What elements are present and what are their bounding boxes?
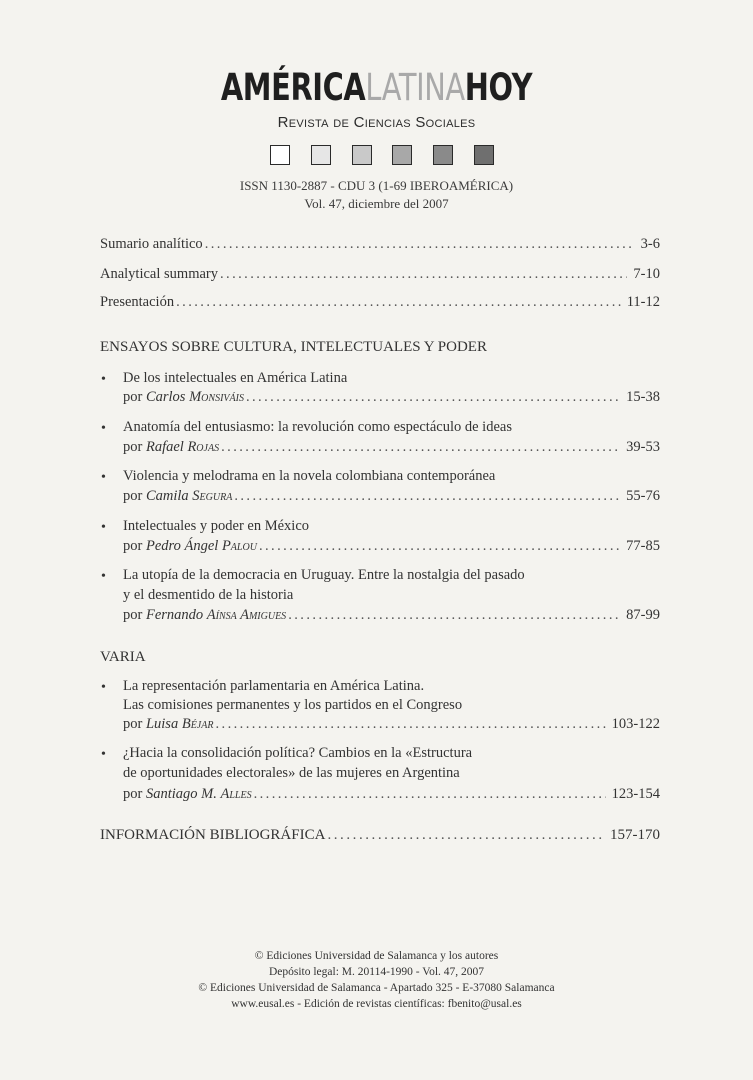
footer-copyright-2: © Ediciones Universidad de Salamanca - Apartado 325 - E-37080 Salamanca xyxy=(198,982,555,994)
toc-pages: 77-85 xyxy=(626,538,660,554)
article-title: Violencia y melodrama en la novela colombiana contemporánea xyxy=(123,468,496,484)
article-byline xyxy=(123,389,660,409)
article-title: De los intelectuales en América Latina xyxy=(123,370,348,386)
author-last-name: Monsiváis xyxy=(189,389,244,405)
swatch-1 xyxy=(270,145,290,165)
article-title-continued: de oportunidades electorales» de las mujeres en Argentina xyxy=(123,765,460,781)
journal-title-part3: HOY xyxy=(464,66,533,109)
footer-legal-deposit: Depósito legal: M. 20114-1990 - Vol. 47, 2007 xyxy=(268,966,485,978)
byline-prefix: por xyxy=(123,786,143,802)
byline-prefix: por xyxy=(123,716,143,732)
toc-title: INFORMACIÓN BIBLIOGRÁFICA xyxy=(100,827,326,843)
article-byline xyxy=(123,716,660,736)
author-first-name: Pedro Ángel xyxy=(145,538,219,554)
swatch-4 xyxy=(392,145,412,165)
article-byline xyxy=(123,786,660,806)
article-title-continued: y el desmentido de la historia xyxy=(123,587,294,603)
author-first-name: Fernando xyxy=(145,607,204,623)
author-last-name: Segura xyxy=(192,488,233,504)
toc-front-matter-3 xyxy=(100,294,660,314)
journal-title-part2: LATINA xyxy=(365,66,465,109)
toc-pages: 157-170 xyxy=(610,827,660,843)
swatch-6 xyxy=(474,145,494,165)
article-byline xyxy=(123,488,660,508)
article-byline xyxy=(123,439,660,459)
author-last-name: Aínsa Amigues xyxy=(206,607,287,623)
section-heading: ENSAYOS SOBRE CULTURA, INTELECTUALES Y PODER xyxy=(100,339,487,355)
toc-pages: 103-122 xyxy=(611,716,660,732)
toc-bibliography xyxy=(100,827,660,847)
bullet-icon: • xyxy=(101,680,106,695)
article-title: Anatomía del entusiasmo: la revolución como espectáculo de ideas xyxy=(123,419,512,435)
gray-swatches xyxy=(270,145,494,167)
article-title: La representación parlamentaria en América Latina. xyxy=(123,678,425,694)
bullet-icon: • xyxy=(101,569,106,584)
author-first-name: Santiago M. xyxy=(145,786,217,802)
bullet-icon: • xyxy=(101,372,106,387)
byline-prefix: por xyxy=(123,538,143,554)
article-byline xyxy=(123,538,660,558)
swatch-2 xyxy=(311,145,331,165)
section-heading: VARIA xyxy=(100,649,146,665)
footer-website: www.eusal.es - Edición de revistas científicas: fbenito@usal.es xyxy=(231,998,522,1010)
journal-subtitle: Revista de Ciencias Sociales xyxy=(277,114,476,131)
toc-pages: 123-154 xyxy=(611,786,660,802)
byline-prefix: por xyxy=(123,488,143,504)
toc-title: Presentación xyxy=(100,294,175,310)
swatch-5 xyxy=(433,145,453,165)
toc-front-matter-1 xyxy=(100,236,660,256)
bullet-icon: • xyxy=(101,470,106,485)
toc-pages: 39-53 xyxy=(626,439,660,455)
byline-prefix: por xyxy=(123,607,143,623)
article-title: La utopía de la democracia en Uruguay. Entre la nostalgia del pasado xyxy=(123,567,525,583)
toc-pages: 55-76 xyxy=(626,488,660,504)
toc-pages: 15-38 xyxy=(626,389,660,405)
author-first-name: Camila xyxy=(145,488,189,504)
journal-title-part1: AMÉRICA xyxy=(220,66,366,109)
author-first-name: Luisa xyxy=(145,716,179,732)
bullet-icon: • xyxy=(101,421,106,436)
author-last-name: Rojas xyxy=(187,439,220,455)
toc-title: Analytical summary xyxy=(100,266,218,282)
author-last-name: Béjar xyxy=(181,716,214,732)
toc-pages: 3-6 xyxy=(640,236,660,252)
byline-prefix: por xyxy=(123,439,143,455)
article-title: ¿Hacia la consolidación política? Cambios en la «Estructura xyxy=(123,745,473,761)
footer-copyright-1: © Ediciones Universidad de Salamanca y los autores xyxy=(254,950,499,962)
toc-pages: 87-99 xyxy=(626,607,660,623)
swatch-3 xyxy=(352,145,372,165)
author-last-name: Alles xyxy=(220,786,252,802)
bullet-icon: • xyxy=(101,520,106,535)
article-byline xyxy=(123,607,660,627)
byline-prefix: por xyxy=(123,389,143,405)
issn-line: ISSN 1130-2887 - CDU 3 (1-69 IBEROAMÉRICA) xyxy=(239,178,514,193)
bullet-icon: • xyxy=(101,747,106,762)
article-title: Intelectuales y poder en México xyxy=(123,518,310,534)
toc-title: Sumario analítico xyxy=(100,236,203,252)
journal-title xyxy=(83,66,670,109)
author-first-name: Carlos xyxy=(145,389,186,405)
toc-pages: 7-10 xyxy=(633,266,660,282)
article-title-continued: Las comisiones permanentes y los partidos en el Congreso xyxy=(123,697,463,713)
toc-pages: 11-12 xyxy=(626,294,660,310)
toc-front-matter-2 xyxy=(100,266,660,286)
author-last-name: Palou xyxy=(221,538,257,554)
volume-line: Vol. 47, diciembre del 2007 xyxy=(304,196,449,211)
author-first-name: Rafael xyxy=(145,439,184,455)
